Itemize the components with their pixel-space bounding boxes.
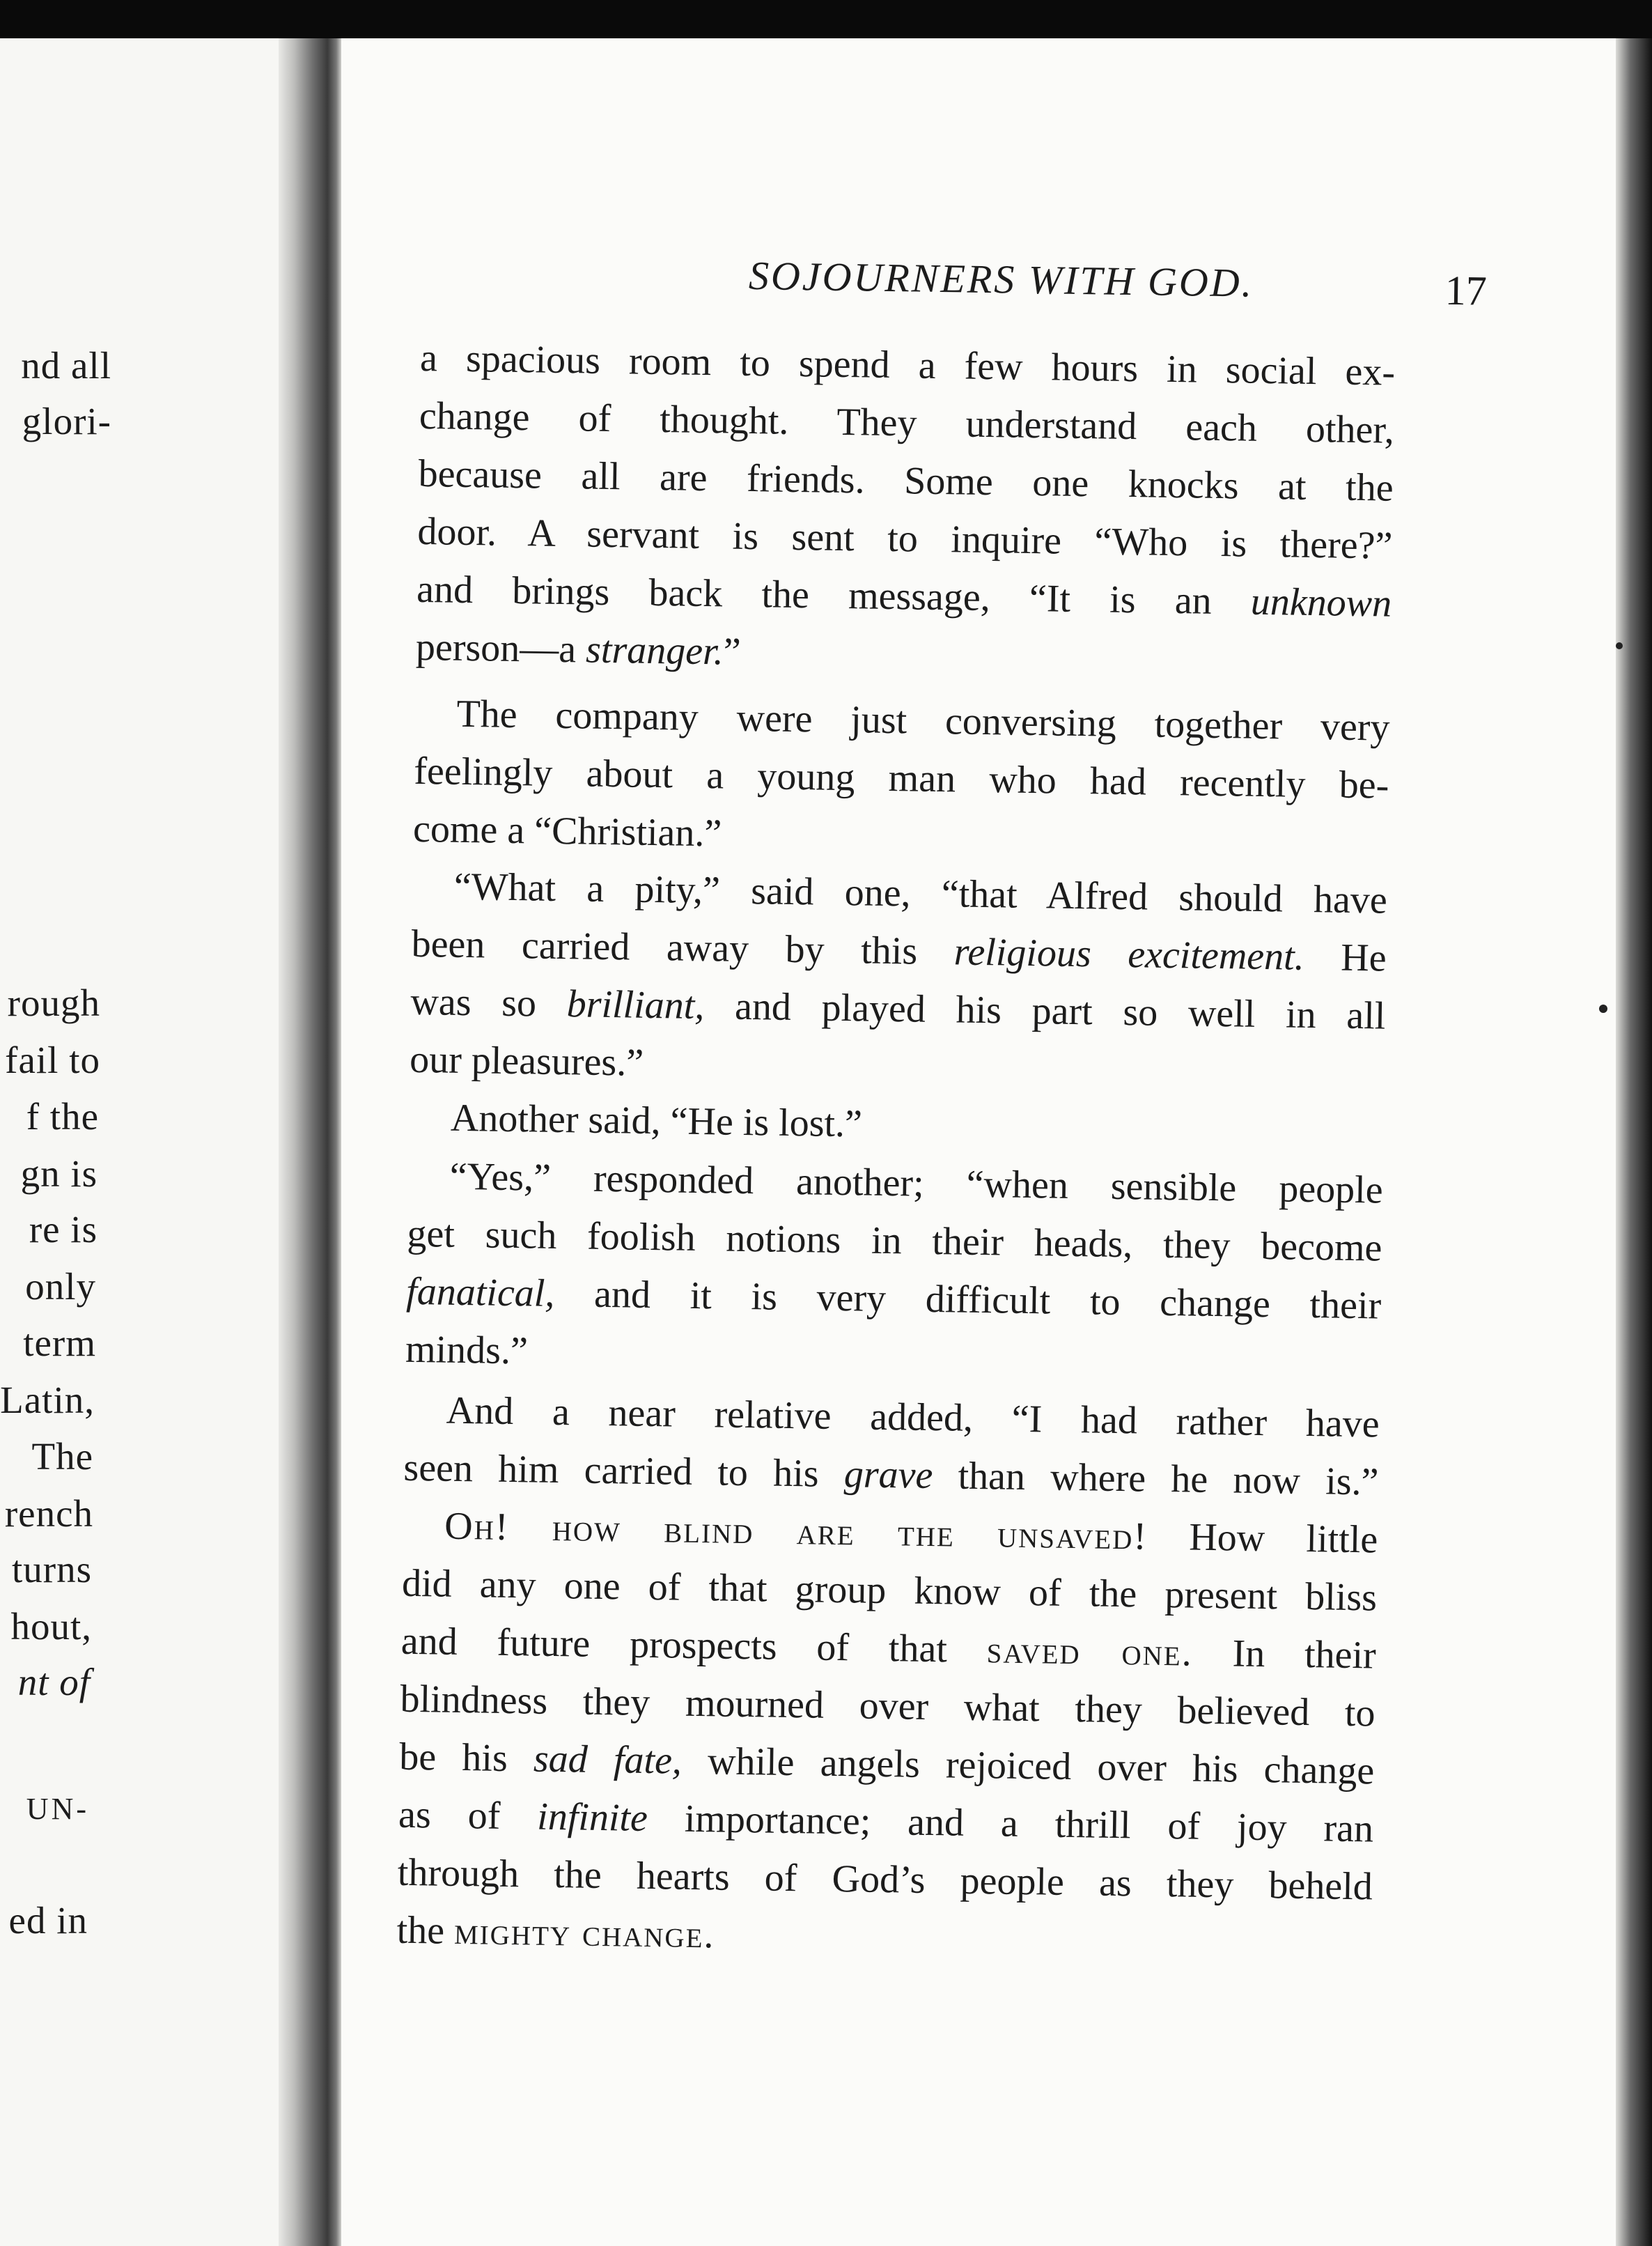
left-line: fail to: [5, 1039, 100, 1081]
text-run: been carried away by this: [411, 922, 918, 973]
italic-run: unknown: [1250, 580, 1392, 626]
text-line: And a near relative added, “I had rather have: [446, 1388, 1380, 1446]
text-run: and it is very difficult to change their: [593, 1272, 1382, 1328]
text-line: a spacious room to spend a few hours in social ex-: [419, 336, 1396, 394]
left-line: turns: [12, 1548, 92, 1590]
text-run: seen him carried to his: [403, 1446, 820, 1496]
text-line: “What a pity,” said one, “that Alfred should have: [453, 865, 1388, 922]
paragraph: [403, 1381, 1380, 1512]
text-run: the: [396, 1908, 445, 1953]
left-line: re is: [29, 1208, 98, 1250]
right-page: [341, 38, 1616, 2246]
italic-run: grave: [843, 1453, 933, 1498]
text-line: blindness they mourned over what they believed to: [400, 1677, 1376, 1735]
text-line: come a “Christian.”: [412, 807, 722, 855]
left-line: rench: [4, 1492, 93, 1535]
left-page: [0, 38, 279, 2246]
page-text-block: [396, 38, 1488, 1957]
scan-speck: [1599, 1005, 1607, 1013]
text-line: feelingly about a young man who had recently be-: [413, 749, 1389, 807]
left-line: term: [23, 1322, 96, 1364]
italic-run: religious excitement.: [953, 930, 1305, 979]
text-run: He: [1340, 936, 1387, 980]
text-run: and brings back the message, “It is an: [416, 567, 1213, 623]
text-run: How little: [1188, 1515, 1378, 1562]
left-line: nd all: [21, 344, 111, 387]
text-line: through the hearts of God’s people as they beheld: [397, 1850, 1373, 1909]
text-run: person—a: [415, 625, 577, 672]
text-run: importance; and a thrill of joy ran: [684, 1797, 1374, 1851]
paragraph: [415, 330, 1395, 691]
italic-run: infinite: [536, 1795, 648, 1841]
text-line: our pleasures.”: [409, 1037, 644, 1085]
left-line: f the: [26, 1095, 99, 1138]
text-run: and future prospects of that: [400, 1619, 948, 1671]
paragraph: [410, 858, 1388, 1103]
italic-run: sad fate,: [533, 1737, 683, 1783]
paragraph: [405, 1147, 1383, 1393]
left-line: nt of: [17, 1661, 91, 1703]
book-gutter-shadow: [279, 38, 341, 2246]
left-line: ed in: [8, 1899, 88, 1942]
paragraph: [413, 685, 1391, 873]
text-line: because all are friends. Some one knocks at the: [418, 451, 1394, 510]
small-caps-run: saved one.: [986, 1628, 1194, 1675]
page-number: 17: [1444, 267, 1488, 314]
small-caps-run: Oh! how blind are the unsaved!: [444, 1504, 1148, 1558]
text-line: change of thought. They understand each other,: [419, 394, 1395, 452]
left-line: Latin,: [0, 1379, 95, 1421]
page-edge-shadow: [1616, 38, 1652, 2246]
small-caps-run: mighty change.: [453, 1909, 716, 1957]
text-line: did any one of that group know of the present bliss: [401, 1561, 1378, 1620]
scan-speck: [1616, 642, 1623, 649]
left-line: UN-: [26, 1792, 89, 1826]
text-line: door. A servant is sent to inquire “Who is there?”: [417, 509, 1393, 568]
text-line: “Yes,” responded another; “when sensible people: [449, 1154, 1384, 1212]
italic-run: fanatical,: [405, 1269, 555, 1315]
italic-run: stranger.: [585, 628, 724, 674]
left-line: glori-: [22, 400, 111, 442]
italic-run: brilliant,: [566, 982, 705, 1028]
left-line: The: [31, 1435, 93, 1478]
left-line: gn is: [20, 1152, 98, 1195]
text-line: The company were just conversing together very: [456, 692, 1390, 750]
text-line: get such foolish notions in their heads, they become: [407, 1211, 1382, 1270]
text-run: In their: [1232, 1632, 1377, 1678]
running-head: SOJOURNERS WITH GOD.: [748, 252, 1254, 306]
text-line: Another said, “He is lost.”: [450, 1096, 863, 1146]
text-run: as of: [398, 1792, 501, 1838]
paragraph: [396, 1497, 1378, 1974]
left-line: only: [25, 1265, 96, 1308]
text-line: minds.”: [405, 1327, 529, 1373]
text-run: than where he now is.”: [958, 1454, 1379, 1504]
text-run: was so: [410, 979, 537, 1025]
left-line: rough: [7, 982, 100, 1024]
text-run: and played his part so well in all: [734, 984, 1386, 1038]
text-run: ”: [723, 630, 742, 674]
text-run: be his: [398, 1735, 508, 1781]
left-line: hout,: [10, 1605, 92, 1648]
text-run: while angels rejoiced over his change: [707, 1740, 1375, 1793]
